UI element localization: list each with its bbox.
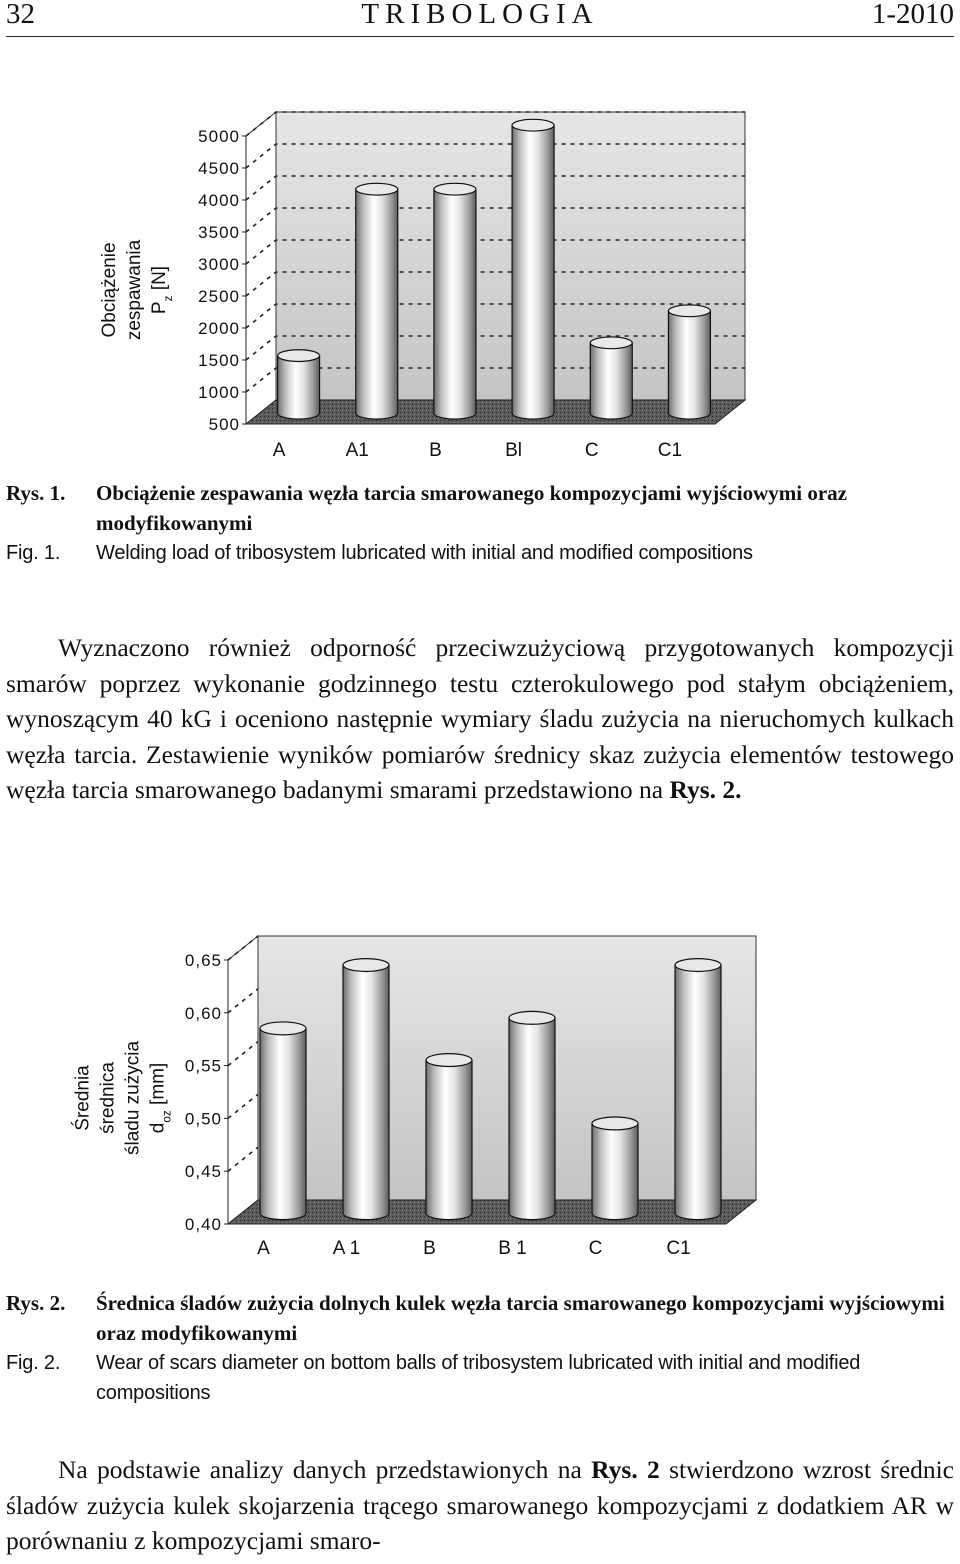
- chart2-ylabel: [72, 1041, 174, 1155]
- chart2-ytick-label: 0,55: [184, 1056, 222, 1076]
- chart2-bar-body: [343, 965, 389, 1220]
- chart2-bar-top: [426, 1054, 472, 1067]
- chart1-bar: [434, 183, 476, 419]
- page-header: [6, 0, 954, 37]
- figure2-caption: [6, 1288, 956, 1408]
- chart2-bar-top: [343, 959, 389, 972]
- chart1-ylabel-sym: P: [149, 301, 170, 315]
- chart2-category-label: C: [588, 1238, 603, 1259]
- journal-title: TRIBOLOGIA: [361, 0, 599, 30]
- chart2-bar-body: [426, 1060, 472, 1220]
- chart2-bar-top: [675, 959, 721, 972]
- chart2-ylabel-line: śladu zużycia: [122, 1040, 144, 1156]
- figure2-caption-pl: Średnica śladów zużycia dolnych kulek węzła tarcia smarowanego kompozycjami wyjściowymi oraz modyfikowanymi: [96, 1291, 945, 1345]
- chart1-category-label: B: [429, 440, 442, 461]
- paragraph2-text-start: Na podstawie analizy danych przedstawionych na: [58, 1455, 592, 1484]
- chart2-bar: [260, 1022, 306, 1220]
- chart2-category-label: C1: [666, 1238, 691, 1259]
- chart2-ylabel-line: Średnia: [72, 1065, 94, 1131]
- chart1-bar: [668, 305, 710, 419]
- figure2-caption-en: Wear of scars diameter on bottom balls of tribosystem lubricated with initial and modified compositions: [96, 1352, 861, 1404]
- chart1-category-label: C1: [657, 440, 683, 461]
- chart2-bar: [343, 959, 389, 1220]
- chart1-bar-top: [668, 305, 710, 317]
- chart1-ylabel-unit: [N]: [149, 265, 170, 296]
- chart1-ytick-label: 5000: [198, 127, 240, 146]
- chart2-category-label: A: [257, 1238, 270, 1259]
- chart2-category-label: B: [423, 1238, 436, 1259]
- issue-number: 1-2010: [871, 0, 954, 30]
- figure2-label-pl: Rys. 2.: [6, 1291, 66, 1315]
- paragraph2-figure-ref: Rys. 2: [591, 1455, 660, 1484]
- chart2-ylabel-unit: [mm]: [147, 1062, 169, 1111]
- chart1-ytick-label: 2500: [198, 287, 240, 306]
- chart2-ylabel-symbol: [148, 1063, 174, 1134]
- chart2-bar-top: [260, 1022, 306, 1035]
- chart2-side-wall: [228, 936, 258, 1224]
- body-paragraph-1: [6, 630, 954, 808]
- paragraph1-figure-ref: Rys. 2.: [669, 775, 742, 804]
- chart1-ytick-label: 4500: [198, 159, 240, 178]
- chart1-bar: [512, 119, 554, 419]
- chart1-ytick-label: 500: [208, 415, 240, 434]
- welding-load-chart: [0, 100, 960, 470]
- chart2-ylabel-sub: oz: [160, 1110, 173, 1123]
- chart2-ytick-label: 0,50: [184, 1109, 222, 1129]
- chart1-ylabel: [99, 239, 175, 340]
- chart1-ytick-label: 1500: [198, 351, 240, 370]
- chart2-bar: [675, 959, 721, 1220]
- chart2-category-label: A 1: [332, 1238, 361, 1259]
- page-number: 32: [6, 0, 35, 30]
- figure1-label-pl: Rys. 1.: [6, 481, 66, 505]
- chart2-ytick-label: 0,65: [184, 951, 222, 970]
- chart1-category-label: Bl: [505, 440, 523, 461]
- figure1-label-en: Fig. 1.: [6, 542, 61, 564]
- chart1-ytick-label: 3000: [198, 255, 240, 274]
- chart2-bar-top: [509, 1011, 555, 1024]
- chart2-bar-top: [592, 1117, 638, 1130]
- chart2-bar-body: [675, 965, 721, 1220]
- chart1-bar-body: [434, 189, 476, 419]
- chart2-bar: [426, 1054, 472, 1220]
- chart1-ylabel-line: zespawania: [124, 239, 145, 341]
- chart1-bar-body: [512, 125, 554, 419]
- figure1-caption-pl: Obciążenie zespawania węzła tarcia smarowanego kompozycjami wyjściowymi oraz modyfikowanymi: [96, 481, 848, 535]
- body-paragraph-2: [6, 1452, 954, 1559]
- chart1-bar-body: [356, 189, 398, 419]
- chart2-category-label: B 1: [498, 1238, 527, 1259]
- chart1-ytick-label: 4000: [198, 191, 240, 210]
- chart1-ylabel-sub: z: [161, 295, 175, 302]
- chart2-bar-body: [509, 1018, 555, 1220]
- chart1-ylabel-symbol: [149, 266, 175, 314]
- chart1-bar-body: [668, 311, 710, 419]
- chart1-category-label: A1: [345, 440, 369, 461]
- chart1-ytick-label: 2000: [198, 319, 240, 338]
- chart2-ytick-label: 0,40: [184, 1215, 222, 1234]
- chart2-ytick-label: 0,60: [184, 1003, 222, 1023]
- figure1-caption-en: Welding load of tribosystem lubricated with initial and modified compositions: [96, 542, 753, 564]
- chart1-category-label: C: [584, 440, 599, 461]
- paragraph2-text-end: stwierdzono wzrost średnic śladów zużycia kulek skojarzenia trącego smarowanego kompozycjami z dodatkiem AR w porównaniu z kompozycjami smaro-: [6, 1455, 954, 1555]
- chart2-bar-body: [592, 1123, 638, 1219]
- chart2-bar: [592, 1117, 638, 1220]
- chart1-bar: [278, 350, 320, 419]
- figure2-label-en: Fig. 2.: [6, 1352, 61, 1374]
- chart1-bar: [590, 337, 632, 419]
- paragraph1-text: Wyznaczono również odporność przeciwzużyciową przygotowanych kompozycji smarów poprzez wykonanie godzinnego testu czterokulowego pod stałym obciążeniem, wynoszącym 40 kG i oceniono następnie wymiary śladu zużycia na nieruchomych kulkach węzła tarcia. Zestawienie wyników pomiarów średnicy skaz zużycia elementów testowego węzła tarcia smarowanego badanymi smarami przedstawiono na: [6, 633, 954, 804]
- figure1-caption: [6, 478, 956, 568]
- chart1-bar-top: [434, 183, 476, 195]
- chart1-category-label: A: [272, 440, 286, 461]
- chart2-bar-body: [260, 1028, 306, 1219]
- chart2-bar: [509, 1011, 555, 1219]
- chart1-bar-top: [278, 350, 320, 362]
- chart1-bar-top: [356, 183, 398, 195]
- wear-scar-diameter-chart: [0, 920, 960, 1270]
- chart1-bar-top: [590, 337, 632, 349]
- chart1-side-wall: [246, 112, 276, 424]
- chart1-bar-body: [590, 343, 632, 419]
- chart1-ylabel-line: Obciążenie: [99, 242, 120, 338]
- chart1-bar-top: [512, 119, 554, 131]
- chart1-bar: [356, 183, 398, 419]
- chart1-ytick-label: 1000: [198, 383, 240, 402]
- chart1-ytick-label: 3500: [198, 223, 240, 242]
- chart2-ylabel-sym: d: [147, 1122, 169, 1134]
- chart1-bar-body: [278, 356, 320, 419]
- chart2-ytick-label: 0,45: [184, 1162, 222, 1182]
- chart2-ylabel-line: średnica: [97, 1062, 119, 1134]
